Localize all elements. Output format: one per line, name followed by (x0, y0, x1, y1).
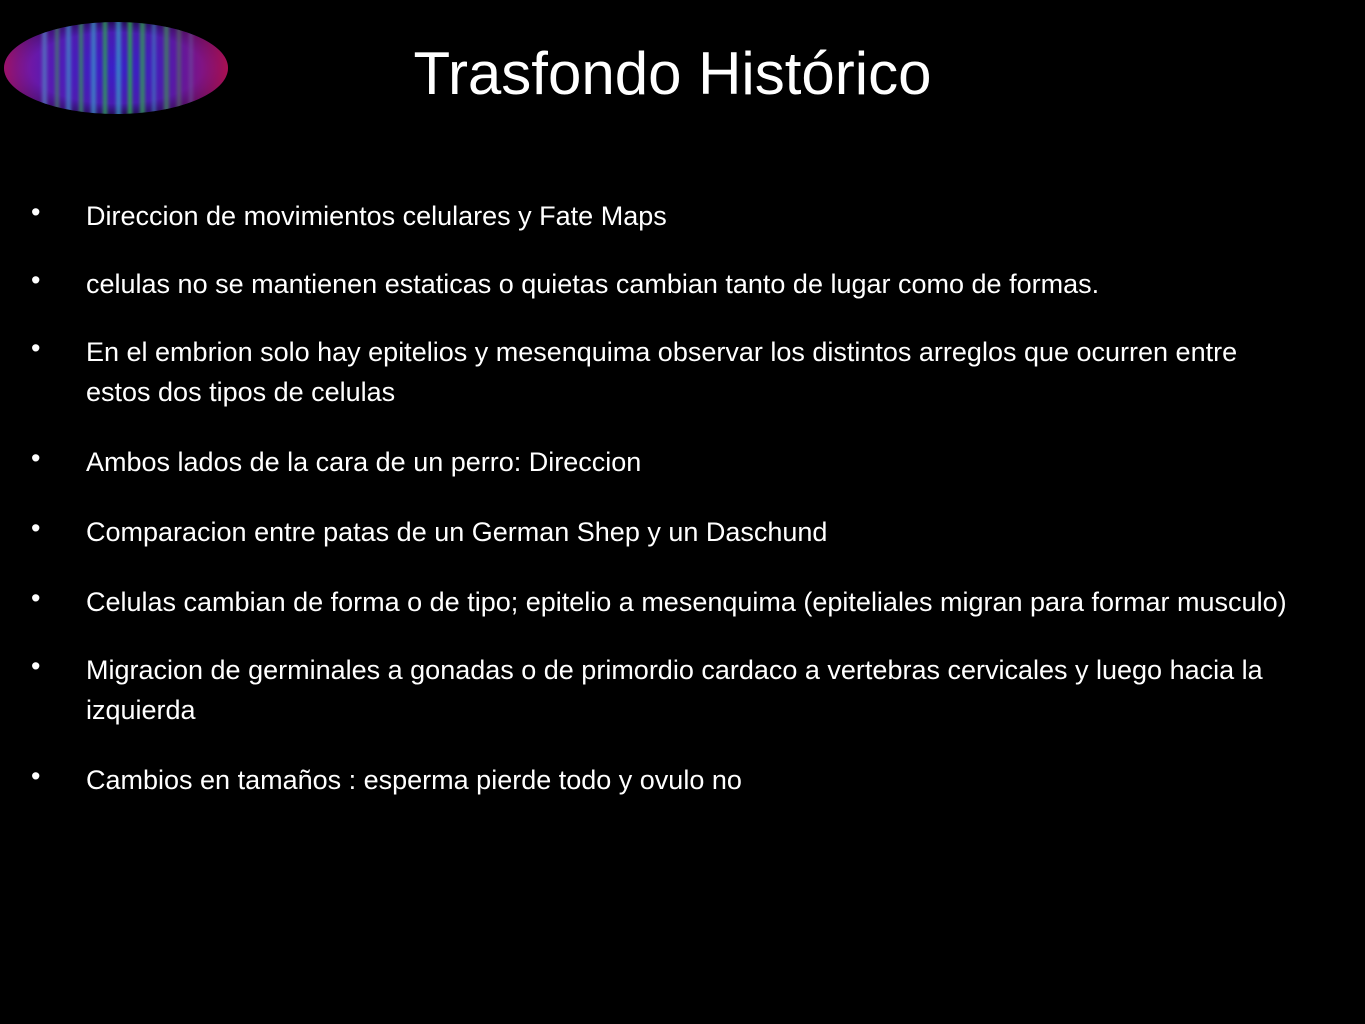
bullet-text: Direccion de movimientos celulares y Fate Maps (86, 201, 667, 231)
bullet-list (0, 196, 1300, 800)
bullet-dot: • (31, 197, 41, 227)
bullet-text: En el embrion solo hay epitelios y mesenquima observar los distintos arreglos que ocurren entre estos dos tipos de celulas (86, 337, 1238, 407)
bullet-dot: • (31, 761, 41, 791)
bullet-dot: • (31, 651, 41, 681)
bullet-text: Celulas cambian de forma o de tipo; epitelio a mesenquima (epiteliales migran para formar musculo) (86, 587, 1287, 617)
bullet-item (0, 512, 1300, 552)
bullet-item (0, 442, 1300, 482)
bullet-text: Migracion de germinales a gonadas o de primordio cardaco a vertebras cervicales y luego hacia la izquierda (86, 655, 1263, 725)
bullet-text: Cambios en tamaños : esperma pierde todo y ovulo no (86, 765, 742, 795)
bullet-text: celulas no se mantienen estaticas o quietas cambian tanto de lugar como de formas. (86, 269, 1100, 299)
bullet-item (0, 582, 1300, 622)
slide-title: Trasfondo Histórico (413, 40, 932, 107)
bullet-dot: • (31, 583, 41, 613)
bullet-dot: • (31, 265, 41, 295)
bullet-item (0, 760, 1300, 800)
bullet-text: Ambos lados de la cara de un perro: Direccion (86, 447, 642, 477)
bullet-dot: • (31, 513, 41, 543)
bullet-item (0, 264, 1300, 304)
bullet-item (0, 650, 1300, 730)
bullet-dot: • (31, 443, 41, 473)
bullet-item (0, 332, 1300, 412)
bullet-item (0, 196, 1300, 236)
bullet-dot: • (31, 333, 41, 363)
bullet-text: Comparacion entre patas de un German Shep y un Daschund (86, 517, 828, 547)
